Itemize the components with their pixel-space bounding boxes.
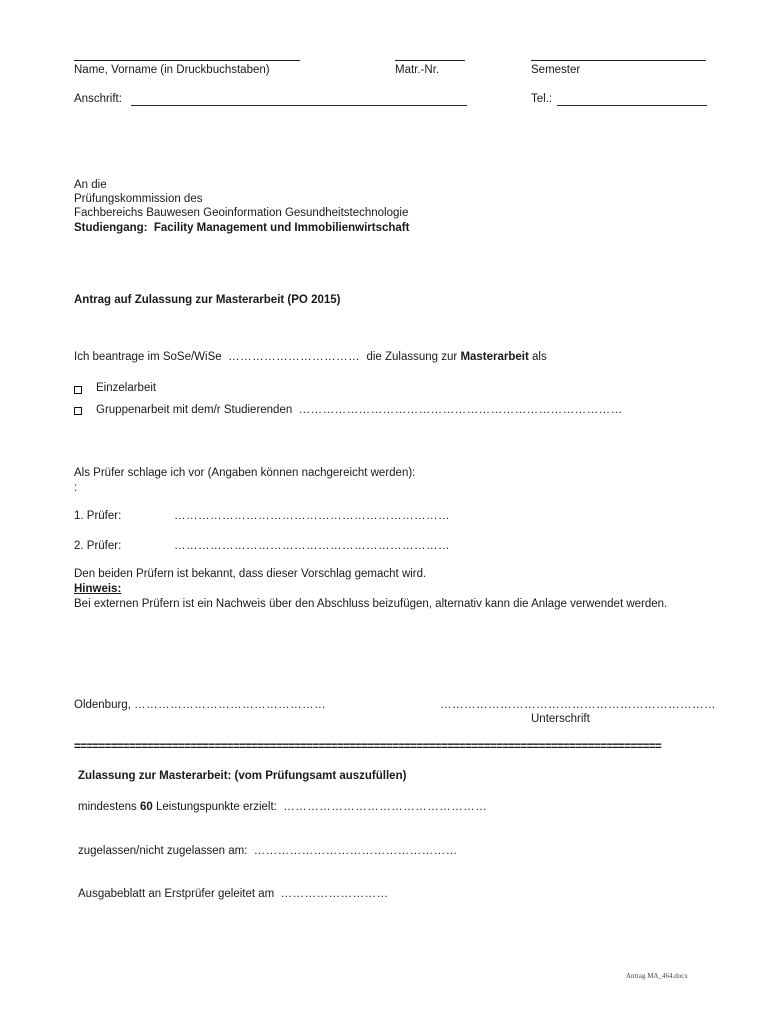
studiengang-label: Studiengang: [74,222,148,234]
admit-blank[interactable]: …………………………………………… [253,845,458,857]
semester-line [531,60,706,61]
pruefer-2-label: 2. Prüfer: [74,540,122,552]
hint-text: Bei externen Prüfern ist ein Nachweis über den Abschluss beizufügen, alternativ kann die Anlage verwendet werden. [74,598,668,610]
sheet-blank[interactable]: ……………………… [280,888,389,900]
lp-line [78,801,487,813]
studiengang-value: Facility Management und Immobilienwirtschaft [153,222,410,234]
office-title: Zulassung zur Masterarbeit: (vom Prüfungsamt auszufüllen) [78,770,407,782]
examiners-known: Den beiden Prüfern ist bekannt, dass dieser Vorschlag gemacht wird. [74,568,427,580]
gruppenarbeit-option [96,404,623,416]
address-line-2: Prüfungskommission des [74,193,203,205]
hint-label: Hinweis: [74,583,122,595]
lp-bold: 60 [140,801,153,813]
semester-label: Semester [531,64,581,76]
document-title: Antrag auf Zulassung zur Masterarbeit (PO 2015) [74,294,341,306]
pruefer-2-blank[interactable]: …………………………………………………………… [174,540,450,552]
studiengang [74,222,409,234]
examiners-intro: Als Prüfer schlage ich vor (Angaben können nachgereicht werden): [74,467,416,479]
anschrift-label: Anschrift: [74,93,122,105]
tel-line [557,105,707,106]
address-line-1: An die [74,179,107,191]
admit-label: zugelassen/nicht zugelassen am: [78,845,248,857]
request-prefix: Ich beantrage im SoSe/WiSe [74,351,222,363]
name-line [74,60,300,61]
footer-filename: Antrag MA_464.docx [626,972,688,980]
pruefer-1-blank[interactable]: …………………………………………………………… [174,510,450,522]
pruefer-1-label: 1. Prüfer: [74,510,122,522]
lp-prefix: mindestens [78,801,137,813]
place-label: Oldenburg, [74,699,131,711]
name-label: Name, Vorname (in Druckbuchstaben) [74,64,270,76]
request-sentence [74,351,547,363]
request-middle: die Zulassung zur [366,351,458,363]
matr-label: Matr.-Nr. [395,64,440,76]
gruppenarbeit-checkbox[interactable] [74,407,82,415]
separator-line: ================================================================================================ [74,741,662,753]
sheet-label: Ausgabeblatt an Erstprüfer geleitet am [78,888,275,900]
gruppenarbeit-blank[interactable]: ……………………………………………………………………… [298,404,623,416]
einzelarbeit-checkbox[interactable] [74,386,82,394]
signature-blank[interactable]: …………………………………………………………… [440,699,716,711]
anschrift-line [131,105,467,106]
semester-blank[interactable]: …………………………… [228,351,361,363]
lp-blank[interactable]: …………………………………………… [283,801,488,813]
admit-line [78,845,458,857]
lp-suffix: Leistungspunkte erzielt: [156,801,277,813]
signature-label: Unterschrift [531,713,590,725]
sheet-line [78,888,389,900]
matr-line [395,60,465,61]
gruppenarbeit-label: Gruppenarbeit mit dem/r Studierenden [96,404,293,416]
request-suffix: als [532,351,547,363]
examiners-colon: : [74,482,78,494]
date-blank[interactable]: ………………………………………… [134,699,327,711]
einzelarbeit-label: Einzelarbeit [96,382,157,394]
request-bold: Masterarbeit [460,351,529,363]
place-date [74,699,326,711]
address-line-3: Fachbereichs Bauwesen Geoinformation Gesundheitstechnologie [74,207,409,219]
tel-label: Tel.: [531,93,553,105]
